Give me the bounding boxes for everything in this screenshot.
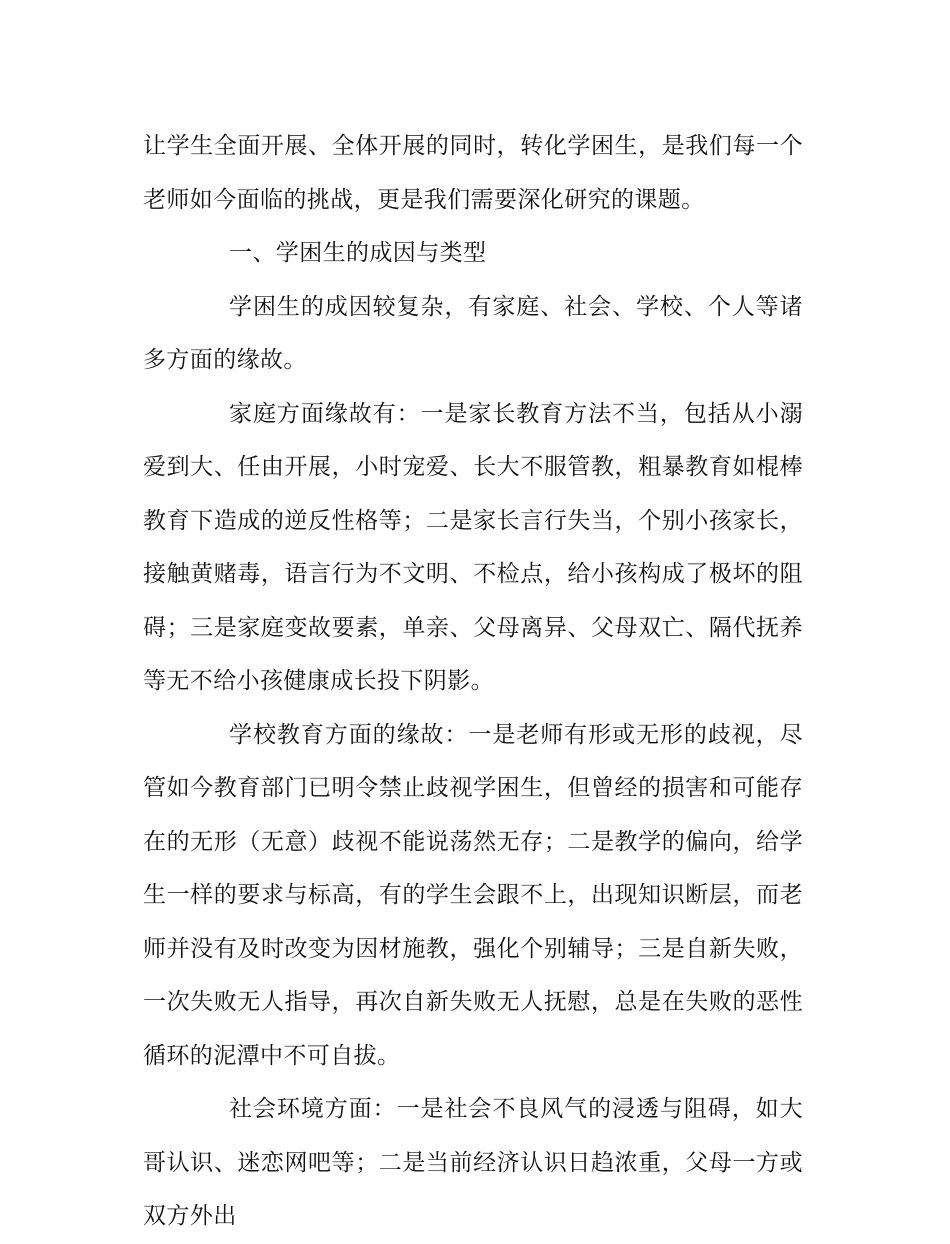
paragraph-family-causes: 家庭方面缘故有：一是家长教育方法不当，包括从小溺爱到大、任由开展，小时宠爱、长大不服管教，粗暴教育如棍棒教育下造成的逆反性格等；二是家长言行失当，个别小孩家长，接触黄赌毒，语言行为不文明、不检点，给小孩构成了极坏的阻碍；三是家庭变故要素，单亲、父母离异、父母双亡、隔代抚养等无不给小孩健康成长投下阴影。	[143, 400, 803, 694]
document-body	[143, 120, 803, 1244]
paragraph-intro-continued: 让学生全面开展、全体开展的同时，转化学困生，是我们每一个老师如今面临的挑战，更是我们需要深化研究的课题。	[143, 133, 803, 213]
paragraph-social-causes: 社会环境方面：一是社会不良风气的浸透与阻碍，如大哥认识、迷恋网吧等；二是当前经济认识日趋浓重，父母一方或双方外出	[143, 1096, 803, 1229]
paragraph-school-causes: 学校教育方面的缘故：一是老师有形或无形的歧视，尽管如今教育部门已明令禁止歧视学困生，但曾经的损害和可能存在的无形（无意）歧视不能说荡然无存；二是教学的偏向，给学生一样的要求与标高，有的学生会跟不上，出现知识断层，而老师并没有及时改变为因材施教，强化个别辅导；三是自新失败，一次失败无人指导，再次自新失败无人抚慰，总是在失败的恶性循环的泥潭中不可自拔。	[143, 721, 803, 1069]
section-heading: 一、学困生的成因与类型	[229, 240, 487, 266]
paragraph-causes-overview: 学困生的成因较复杂，有家庭、社会、学校、个人等诸多方面的缘故。	[143, 293, 803, 373]
